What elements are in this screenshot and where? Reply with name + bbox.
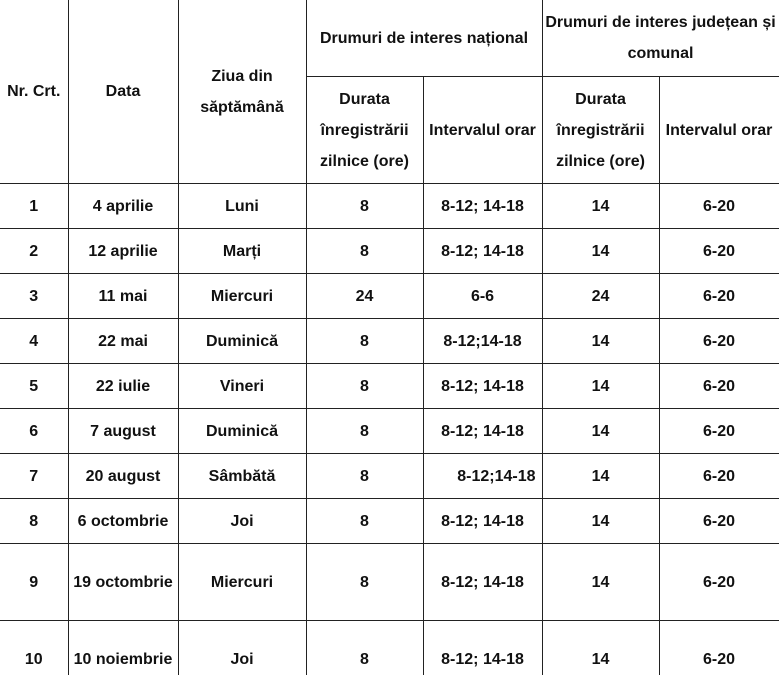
cell-durata-national: 8 xyxy=(306,229,423,274)
cell-durata-judetean: 14 xyxy=(542,319,659,364)
table-row xyxy=(0,454,779,499)
table-row xyxy=(0,544,779,621)
cell-durata-national: 8 xyxy=(306,621,423,675)
cell-nr: 3 xyxy=(0,274,68,319)
cell-interval-national: 8-12; 14-18 xyxy=(423,229,542,274)
cell-nr: 9 xyxy=(0,544,68,621)
cell-interval-national: 8-12; 14-18 xyxy=(423,544,542,621)
table-row xyxy=(0,319,779,364)
cell-nr: 1 xyxy=(0,184,68,229)
table-row xyxy=(0,364,779,409)
cell-ziua: Luni xyxy=(178,184,306,229)
cell-durata-judetean: 14 xyxy=(542,229,659,274)
cell-durata-national: 8 xyxy=(306,364,423,409)
cell-durata-judetean: 14 xyxy=(542,184,659,229)
header-row-top xyxy=(0,0,779,77)
cell-ziua: Duminică xyxy=(178,409,306,454)
cell-interval-judetean: 6-20 xyxy=(659,499,779,544)
cell-nr: 4 xyxy=(0,319,68,364)
cell-durata-judetean: 14 xyxy=(542,621,659,675)
cell-durata-judetean: 14 xyxy=(542,454,659,499)
cell-interval-judetean: 6-20 xyxy=(659,454,779,499)
cell-nr: 10 xyxy=(0,621,68,675)
cell-durata-judetean: 14 xyxy=(542,409,659,454)
cell-ziua: Marți xyxy=(178,229,306,274)
header-interval-national: Intervalul orar xyxy=(423,77,542,184)
cell-durata-judetean: 14 xyxy=(542,364,659,409)
cell-durata-national: 8 xyxy=(306,409,423,454)
cell-interval-national: 8-12;14-18 xyxy=(423,319,542,364)
cell-interval-national: 8-12; 14-18 xyxy=(423,364,542,409)
cell-ziua: Duminică xyxy=(178,319,306,364)
header-drumuri-national: Drumuri de interes național xyxy=(306,0,542,77)
cell-durata-national: 8 xyxy=(306,319,423,364)
cell-data: 4 aprilie xyxy=(68,184,178,229)
cell-data: 22 mai xyxy=(68,319,178,364)
cell-interval-judetean: 6-20 xyxy=(659,184,779,229)
header-data: Data xyxy=(68,0,178,184)
cell-interval-national: 8-12; 14-18 xyxy=(423,184,542,229)
cell-interval-national: 8-12; 14-18 xyxy=(423,621,542,675)
cell-interval-judetean: 6-20 xyxy=(659,229,779,274)
cell-interval-national: 8-12; 14-18 xyxy=(423,499,542,544)
cell-data: 10 noiembrie xyxy=(68,621,178,675)
cell-data: 7 august xyxy=(68,409,178,454)
cell-durata-judetean: 14 xyxy=(542,544,659,621)
header-nr-crt: Nr. Crt. xyxy=(0,0,68,184)
header-drumuri-judetean: Drumuri de interes județean și comunal xyxy=(542,0,779,77)
cell-nr: 8 xyxy=(0,499,68,544)
table-row xyxy=(0,229,779,274)
table-row xyxy=(0,274,779,319)
cell-nr: 5 xyxy=(0,364,68,409)
cell-durata-national: 8 xyxy=(306,454,423,499)
cell-data: 19 octombrie xyxy=(68,544,178,621)
cell-durata-national: 8 xyxy=(306,544,423,621)
cell-data: 12 aprilie xyxy=(68,229,178,274)
cell-ziua: Miercuri xyxy=(178,544,306,621)
cell-ziua: Joi xyxy=(178,499,306,544)
cell-durata-national: 24 xyxy=(306,274,423,319)
header-durata-judetean: Durata înregistrării zilnice (ore) xyxy=(542,77,659,184)
cell-durata-judetean: 24 xyxy=(542,274,659,319)
header-ziua: Ziua din săptămână xyxy=(178,0,306,184)
cell-ziua: Sâmbătă xyxy=(178,454,306,499)
cell-nr: 2 xyxy=(0,229,68,274)
cell-nr: 6 xyxy=(0,409,68,454)
cell-durata-national: 8 xyxy=(306,499,423,544)
cell-ziua: Vineri xyxy=(178,364,306,409)
cell-data: 22 iulie xyxy=(68,364,178,409)
cell-interval-judetean: 6-20 xyxy=(659,364,779,409)
cell-data: 6 octombrie xyxy=(68,499,178,544)
cell-ziua: Joi xyxy=(178,621,306,675)
cell-data: 20 august xyxy=(68,454,178,499)
table-row xyxy=(0,621,779,675)
cell-interval-national: 8-12; 14-18 xyxy=(423,409,542,454)
cell-data: 11 mai xyxy=(68,274,178,319)
cell-ziua: Miercuri xyxy=(178,274,306,319)
cell-interval-judetean: 6-20 xyxy=(659,274,779,319)
cell-interval-judetean: 6-20 xyxy=(659,544,779,621)
header-durata-national: Durata înregistrării zilnice (ore) xyxy=(306,77,423,184)
cell-interval-national: 8-12;14-18 xyxy=(423,454,542,499)
table-row xyxy=(0,499,779,544)
cell-durata-judetean: 14 xyxy=(542,499,659,544)
cell-nr: 7 xyxy=(0,454,68,499)
table-row xyxy=(0,409,779,454)
cell-interval-judetean: 6-20 xyxy=(659,319,779,364)
header-interval-judetean: Intervalul orar xyxy=(659,77,779,184)
cell-interval-judetean: 6-20 xyxy=(659,409,779,454)
cell-durata-national: 8 xyxy=(306,184,423,229)
table-row xyxy=(0,184,779,229)
cell-interval-national: 6-6 xyxy=(423,274,542,319)
cell-interval-judetean: 6-20 xyxy=(659,621,779,675)
